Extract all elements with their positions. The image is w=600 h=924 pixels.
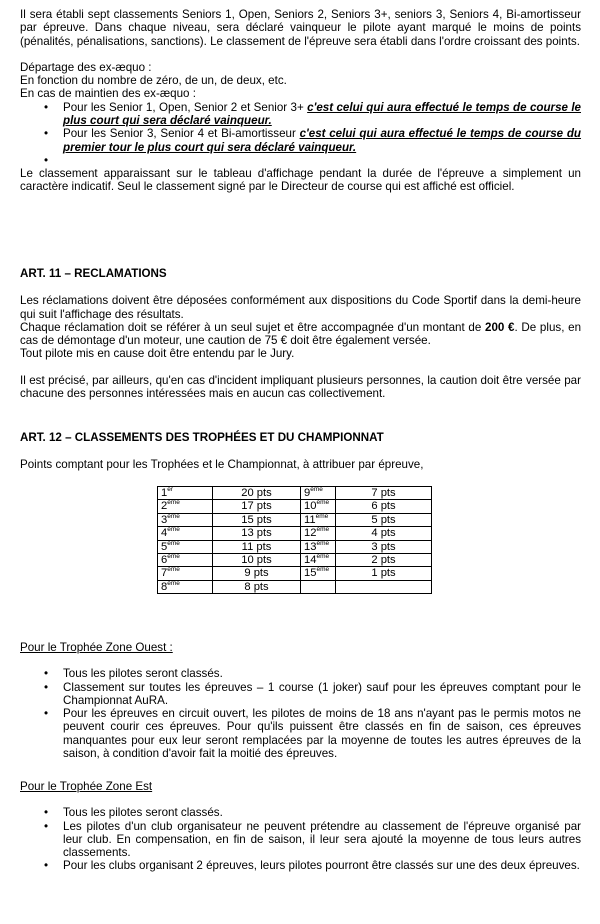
rank-cell: 9ème [301,487,336,500]
points-cell: 15 pts [213,513,301,526]
points-cell: 13 pts [213,527,301,540]
rank-cell: 5ème [158,540,213,553]
tiebreak-line: En fonction du nombre de zéro, de un, de deux, etc. [20,74,287,88]
est-section [20,780,581,873]
list-item [20,154,581,167]
bullet-icon: • [44,153,49,167]
points-cell: 6 pts [336,500,432,513]
section-title: ART. 12 – CLASSEMENTS DES TROPHÉES ET DU CHAMPIONNAT [20,431,384,444]
bullet-icon: • [44,859,49,873]
est-list [20,806,581,872]
bullet-icon: • [44,127,49,141]
table-row [158,580,432,593]
rank-cell: 15ème [301,567,336,580]
bullet-icon: • [44,819,49,833]
list-item: • Pour les épreuves en circuit ouvert, les pilotes de moins de 18 ans n'ayant pas le permis motos ne peuvent courir ces épreuves. Pour qu'ils puissent être classés en fin de saison, ces épreuves manquantes pour eux leur seront remplacées par la moyenne de toutes les autres épreuves de la saison, à condition d'avoir fait la moitié des épreuves. [44,707,581,761]
bullet-icon: • [44,100,49,114]
rank-cell: 13ème [301,540,336,553]
rank-cell: 4ème [158,527,213,540]
art12-section [20,431,581,472]
emphasis-text: c'est celui qui aura effectué le temps de course du premier tour le plus court qui sera déclaré vainqueur. [63,127,582,154]
points-cell: 17 pts [213,500,301,513]
art11-section [20,267,581,400]
table-row [158,540,432,553]
list-item: • Pour les Senior 1, Open, Senior 2 et Senior 3+ c'est celui qui aura effectué le temps de course le plus court qui sera déclaré vainqueur. [44,100,581,128]
points-cell: 9 pts [213,567,301,580]
points-cell: 2 pts [336,554,432,567]
table-row [158,487,432,500]
ouest-list [20,667,581,760]
bullet-icon: • [44,680,49,694]
tiebreak-line: En cas de maintien des ex-æquo : [20,87,196,101]
rank-cell: 10ème [301,500,336,513]
table-row [158,567,432,580]
points-cell [336,580,432,593]
list-item: • Classement sur toutes les épreuves – 1 course (1 joker) sauf pour les épreuves comptant pour le Championnat AuRA. [44,680,581,707]
emphasis-text: c'est celui qui aura effectué le temps de course le plus court qui sera déclaré vainqueur. [63,100,581,128]
points-cell: 20 pts [213,487,301,500]
points-cell: 4 pts [336,527,432,540]
list-item: • Pour les Senior 3, Senior 4 et Bi-amortisseur c'est celui qui aura effectué le temps de course du premier tour le plus court qui sera déclaré vainqueur. [44,127,582,154]
list-item: • Les pilotes d'un club organisateur ne peuvent prétendre au classement de l'épreuve organisé par leur club. En compensation, en fin de saison, il leur sera ajouté la moyenne de tous leurs autres classements. [44,819,581,860]
rank-cell [301,580,336,593]
rank-cell: 1er [158,487,213,500]
trophy-title: Pour le Trophée Zone Ouest : [20,641,173,654]
rank-cell: 3ème [158,513,213,526]
rank-cell: 6ème [158,554,213,567]
points-cell: 7 pts [336,487,432,500]
points-cell: 10 pts [213,554,301,567]
claims-line: Les réclamations doivent être déposées conformément aux dispositions du Code Sportif dans la demi-heure qui suit l'affichage des résultats. [20,294,581,321]
bullet-icon: • [44,707,49,721]
points-cell: 11 pts [213,540,301,553]
tiebreak-title: Départage des ex-æquo : [20,60,152,74]
intro-section [20,8,581,194]
bullet-icon: • [44,667,49,681]
points-cell: 8 pts [213,580,301,593]
list-item: • Tous les pilotes seront classés. [44,806,223,820]
table-row [158,527,432,540]
amount-value: 200 € [485,320,515,334]
classification-note: Le classement apparaissant sur le tableau d'affichage pendant la durée de l'épreuve a simplement un caractère indicatif. Seul le classement signé par le Directeur de course qui est affiché est officiel. [20,166,581,194]
rank-cell: 14ème [301,554,336,567]
claims-line: Tout pilote mis en cause doit être entendu par le Jury. [20,347,295,361]
ouest-section [20,641,581,760]
rank-cell: 12ème [301,527,336,540]
points-intro: Points comptant pour les Trophées et le Championnat, à attribuer par épreuve, [20,458,424,472]
claims-line: Chaque réclamation doit se référer à un seul sujet et être accompagnée d'un montant de 200 €. De plus, en cas de démontage d'un moteur, une caution de 75 € doit être également versée. [20,320,582,348]
points-cell: 1 pts [336,567,432,580]
list-item: • Tous les pilotes seront classés. [44,667,223,681]
rank-cell: 11ème [301,513,336,526]
rank-cell: 7ème [158,567,213,580]
list-item: • Pour les clubs organisant 2 épreuves, leurs pilotes pourront être classés sur une des deux épreuves. [44,859,580,873]
table-row [158,554,432,567]
points-cell: 3 pts [336,540,432,553]
trophy-title: Pour le Trophée Zone Est [20,780,153,793]
bullet-icon: • [44,806,49,820]
points-table [157,486,432,594]
rank-cell: 2ème [158,500,213,513]
deposit-note: Il est précisé, par ailleurs, qu'en cas d'incident impliquant plusieurs personnes, la caution doit être versée par chacune des personnes intéressées mais en aucun cas collectivement. [20,373,581,401]
intro-paragraph: Il sera établi sept classements Seniors 1, Open, Seniors 2, Seniors 3+, seniors 3, Seniors 4, Bi-amortisseur par épreuve. Dans chaque niveau, sera déclaré vainqueur le pilote ayant marqué le moins de points (pénalités, pénalisations, sanctions). Le classement de l'épreuve sera établi dans l'ordre croissant des points. [20,8,581,48]
table-row [158,500,432,513]
table-row [158,513,432,526]
points-cell: 5 pts [336,513,432,526]
section-title: ART. 11 – RECLAMATIONS [20,267,167,280]
rank-cell: 8ème [158,580,213,593]
